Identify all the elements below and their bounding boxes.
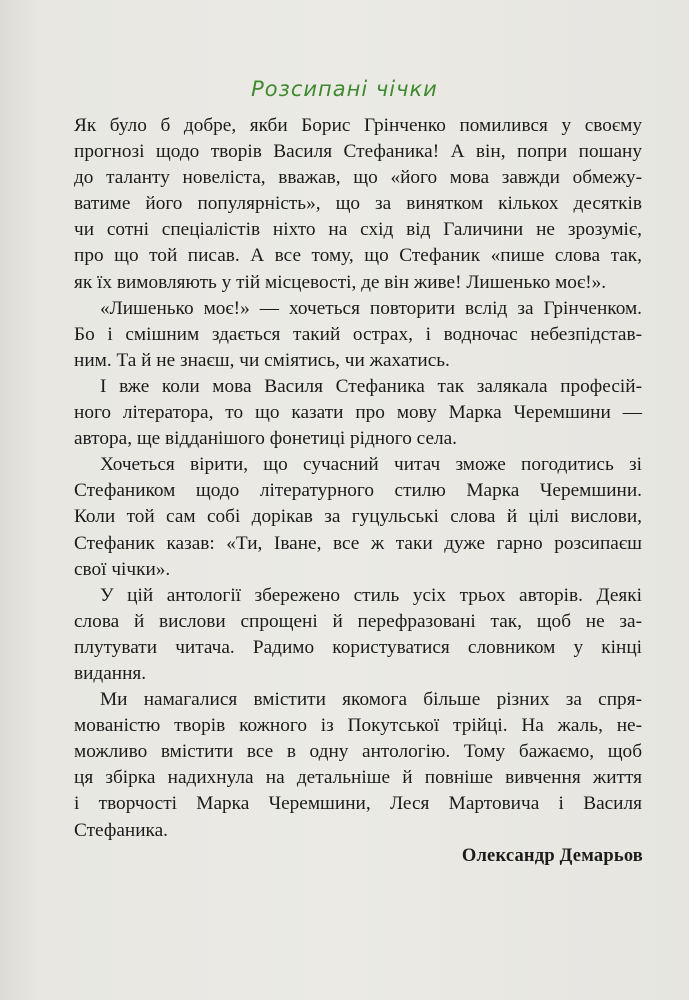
text-line: про що той писав. А все тому, що Стефаник «пише слова так, [74, 245, 642, 267]
text-line: Стефаник казав: «Ти, Іване, все ж таки дуже гарно розсипаєш [74, 532, 642, 554]
text-line: Стефаником щодо літературного стилю Марка Черемшини. [74, 480, 642, 502]
text-line: видання. [74, 662, 147, 684]
text-line: до таланту новеліста, вважав, що «його мова завжди обмежу- [74, 167, 642, 189]
body-text [74, 113, 642, 844]
text-line: Коли той сам собі дорікав за гуцульські слова й цілі вислови, [74, 506, 642, 528]
text-line: ним. Та й не знаєш, чи сміятись, чи жахатись. [74, 349, 450, 371]
text-line: ватиме його популярність», що за винятком кількох десятків [74, 193, 642, 215]
text-line: Хочеться вірити, що сучасний читач зможе погодитись зі [100, 454, 642, 476]
text-line: і творчості Марка Черемшини, Леся Мартовича і Василя [74, 793, 642, 815]
text-line: свої чічки». [74, 558, 171, 580]
text-line: Стефаника. [74, 819, 168, 841]
text-line: ного літератора, то що казати про мову Марка Черемшини — [74, 402, 642, 424]
text-line: Як було б добре, якби Борис Грінченко помилився у своєму [74, 115, 642, 136]
text-line: «Лишенько моє!» — хочеться повторити вслід за Грінченком. [100, 297, 642, 319]
text-line: можливо вмістити все в одну антологію. Тому бажаємо, щоб [74, 741, 642, 763]
text-line: мованістю творів кожного із Покутської трійці. На жаль, не- [74, 715, 642, 737]
text-line: І вже коли мова Василя Стефаника так залякала професій- [100, 375, 642, 397]
chapter-title: Розсипані чічки [251, 77, 438, 101]
text-line: ця збірка надихнула на детальніше й повніше вивчення життя [74, 767, 642, 789]
text-line: як їх вимовляють у тій місцевості, де він живе! Лишенько моє!». [74, 271, 607, 293]
text-line: У цій антології збережено стиль усіх трьох авторів. Деякі [100, 584, 642, 606]
text-line: Бо і смішним здається такий острах, і водночас небезпідстав- [74, 323, 642, 345]
text-line: прогнозі щодо творів Василя Стефаника! А він, попри пошану [74, 141, 642, 163]
text-line: плутувати читача. Радимо користуватися словником у кінці [74, 636, 642, 658]
text-line: чи сотні спеціалістів ніхто на схід від Галичини не зрозуміє, [74, 219, 642, 241]
author-signature: Олександр Демарьов [461, 846, 643, 866]
text-line: слова й вислови спрощені й перефразовані так, щоб не за- [74, 610, 642, 632]
text-line: Ми намагалися вмістити якомога більше різних за спря- [100, 689, 642, 711]
text-line: автора, ще відданішого фонетиці рідного села. [74, 428, 458, 450]
